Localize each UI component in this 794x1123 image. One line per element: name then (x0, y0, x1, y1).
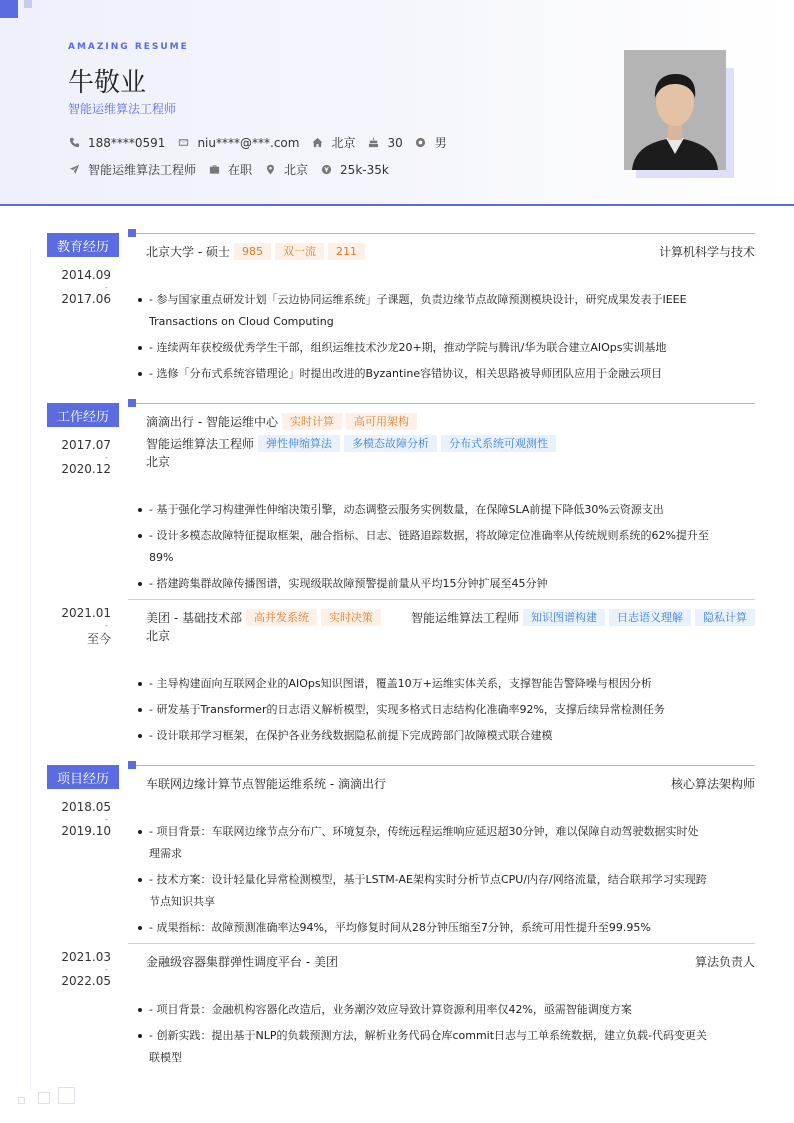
send-icon (68, 164, 80, 176)
status-info (208, 161, 252, 178)
edu-start-date: 2014.09 (61, 268, 111, 282)
home-city-info (311, 134, 355, 151)
salary-icon (320, 164, 332, 176)
salary-text: 25k-35k (340, 162, 389, 177)
project-bullet: - 项目背景：金融机构容器化改造后，业务潮汐效应导致计算资源利用率仅42%，亟需智能调度方案 (138, 999, 755, 1021)
project-role: 算法负责人 (694, 955, 755, 969)
resume-header (0, 0, 794, 206)
edu-tag: 211 (328, 243, 365, 260)
job-bullet: - 基于强化学习构建弹性伸缩决策引擎，动态调整云服务实例数量，在保障SLA前提下降低30%云资源支出 (138, 499, 755, 521)
company-tag: 高并发系统 (246, 609, 317, 626)
project-name: 车联网边缘计算节点智能运维系统 - 滴滴出行 (146, 777, 386, 791)
project-end-date: 2022.05 (61, 974, 111, 988)
date-separator: - (105, 453, 108, 462)
skill-tag: 隐私计算 (695, 609, 755, 626)
job-intent-row (68, 161, 401, 178)
edu-end-date: 2017.06 (61, 292, 111, 306)
job-bullet: - 研发基于Transformer的日志语义解析模型，实现多格式日志结构化准确率92%，支撑后续异常检测任务 (138, 699, 755, 721)
project-bullet: - 项目背景：车联网边缘节点分布广、环境复杂，传统远程运维响应延迟超30分钟，难以保障自动驾驶数据实时处 理需求 (138, 821, 755, 865)
age-text: 30 (387, 135, 403, 150)
candidate-name: 牛敬业 (68, 68, 147, 98)
company-tag: 实时决策 (321, 609, 381, 626)
edu-tag: 985 (234, 243, 271, 260)
job-position: 智能运维算法工程师 (410, 611, 519, 625)
decor-square (18, 1097, 25, 1104)
email-text: niu****@***.com (197, 135, 300, 150)
job-bullet: - 设计联邦学习框架，在保护各业务线数据隐私前提下完成跨部门故障模式联合建模 (138, 725, 755, 747)
job-start-date: 2017.07 (61, 438, 111, 452)
company-tag: 实时计算 (282, 413, 342, 430)
section-label-education: 教育经历 (47, 233, 119, 257)
section-marker (128, 399, 136, 407)
job-end-date: 至今 (86, 632, 111, 646)
intent-position-text: 智能运维算法工程师 (88, 163, 197, 177)
project-bullet: - 成果指标：故障预测准确率达94%，平均修复时间从28分钟压缩至7分钟，系统可用性提升至99.95% (138, 917, 755, 939)
intent-city-info (264, 161, 308, 178)
contact-row (68, 134, 459, 151)
entry-divider (128, 599, 755, 600)
project-bullet: - 技术方案：设计轻量化异常检测模型，基于LSTM-AE架构实时分析节点CPU/内存/网络流量，结合联邦学习实现跨 节点知识共享 (138, 869, 755, 913)
project-bullet: - 创新实践：提出基于NLP的负载预测方法，解析业务代码仓库commit日志与工单系统数据，建立负载-代码变更关 联模型 (138, 1025, 755, 1069)
job-position: 智能运维算法工程师 (146, 437, 255, 451)
job-bullet: - 设计多模态故障特征提取框架，融合指标、日志、链路追踪数据，将故障定位准确率从传统规则系统的62%提升至 89% (138, 525, 755, 569)
intent-position-info (68, 161, 196, 178)
edu-school: 北京大学 - 硕士 (146, 245, 230, 259)
gender-icon (415, 137, 427, 149)
skill-tag: 弹性伸缩算法 (258, 435, 340, 452)
job-city-row (146, 453, 755, 470)
project-start-date: 2021.03 (61, 950, 111, 964)
email-info (177, 136, 299, 150)
job-end-date: 2020.12 (61, 462, 111, 476)
phone-icon (68, 137, 80, 149)
job-company: 美团 - 基础技术部 (146, 611, 242, 625)
job-city: 北京 (146, 455, 171, 469)
date-separator: - (105, 965, 108, 974)
candidate-title: 智能运维算法工程师 (68, 102, 177, 116)
briefcase-icon (208, 164, 220, 176)
date-separator: - (105, 283, 108, 292)
gender-info (415, 134, 447, 151)
salary-info (320, 163, 389, 177)
age-info (367, 136, 402, 150)
job-company-row (146, 413, 755, 430)
project-title-row (146, 775, 755, 792)
skill-tag: 知识图谱构建 (523, 609, 605, 626)
home-icon (311, 137, 323, 149)
timeline-rail (30, 250, 31, 1090)
project-title-row (146, 953, 755, 970)
decor-square (58, 1087, 75, 1104)
decor-square (38, 1092, 50, 1104)
entry-divider (128, 943, 755, 944)
edu-tag: 双一流 (275, 243, 324, 260)
section-marker (128, 229, 136, 237)
cake-icon (367, 137, 379, 149)
edu-bullet: - 连续两年获校级优秀学生干部，组织运维技术沙龙20+期，推动学院与腾讯/华为联合建立AIOps实训基地 (138, 337, 755, 359)
edu-bullet: - 选修「分布式系统容错理论」时提出改进的Byzantine容错协议，相关思路被导师团队应用于金融云项目 (138, 363, 755, 385)
gender-text: 男 (434, 136, 447, 150)
phone-text: 188****0591 (88, 135, 166, 150)
home-city-text: 北京 (331, 136, 356, 150)
job-start-date: 2021.01 (61, 606, 111, 620)
edu-major: 计算机科学与技术 (658, 245, 755, 259)
job-position-row (146, 435, 755, 452)
section-marker (128, 761, 136, 769)
project-role: 核心算法架构师 (670, 777, 755, 791)
job-city: 北京 (146, 629, 171, 643)
eyebrow-text: AMAZING RESUME (68, 42, 189, 52)
project-end-date: 2019.10 (61, 824, 111, 838)
company-tag: 高可用架构 (346, 413, 417, 430)
job-company-row (146, 609, 755, 626)
section-label-work: 工作经历 (47, 403, 119, 427)
job-company: 滴滴出行 - 智能运维中心 (146, 415, 278, 429)
skill-tag: 分布式系统可观测性 (441, 435, 556, 452)
job-city-row (146, 627, 755, 644)
date-separator: - (105, 815, 108, 824)
decor-square (0, 0, 18, 18)
section-label-projects: 项目经历 (47, 765, 119, 789)
project-start-date: 2018.05 (61, 800, 111, 814)
date-separator: - (105, 621, 108, 630)
section-divider (128, 233, 755, 234)
job-bullet: - 主导构建面向互联网企业的AIOps知识图谱，覆盖10万+运维实体关系，支撑智能告警降噪与根因分析 (138, 673, 755, 695)
section-divider (128, 765, 755, 766)
edu-school-row (146, 243, 755, 260)
skill-tag: 多模态故障分析 (344, 435, 437, 452)
profile-photo (624, 50, 726, 170)
edu-bullet: - 参与国家重点研发计划「云边协同运维系统」子课题，负责边缘节点故障预测模块设计，研究成果发表于IEEE Transactions on Cloud Computing (138, 289, 755, 333)
decor-square-small (24, 0, 32, 8)
section-divider (128, 403, 755, 404)
skill-tag: 日志语义理解 (609, 609, 691, 626)
location-icon (264, 164, 276, 176)
job-bullet: - 搭建跨集群故障传播图谱，实现级联故障预警提前量从平均15分钟扩展至45分钟 (138, 573, 755, 595)
intent-city-text: 北京 (284, 163, 309, 177)
phone-info (68, 136, 165, 150)
status-text: 在职 (228, 163, 253, 177)
mail-icon (177, 137, 189, 149)
project-name: 金融级容器集群弹性调度平台 - 美团 (146, 955, 338, 969)
